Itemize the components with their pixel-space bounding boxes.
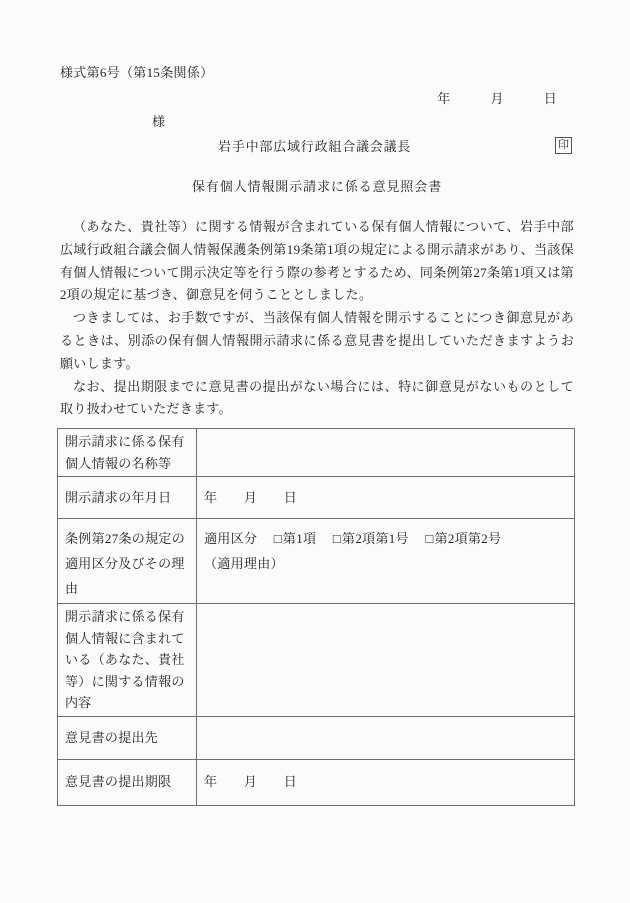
paragraph: （あなた、貴社等）に関する情報が含まれている保有個人情報について、岩手中部広域行政組合議会個人情報保護条例第19条第1項の規定による開示請求があり、当該保有個人情報について開示決定等を行う際の参考とするため、同条例第27条第1項又は第2項の規定に基づき、御意見を伺うこととしました。 [60, 219, 574, 303]
row-value-information-content [197, 604, 575, 717]
row-label-information-name: 開示請求に係る保有個人情報の名称等 [58, 429, 197, 477]
row-value-request-date: 年 月 日 [197, 477, 575, 519]
table-row [58, 519, 575, 604]
table-row [58, 759, 575, 805]
reason-label: （適用理由） [204, 556, 284, 572]
row-label-request-date: 開示請求の年月日 [58, 477, 197, 519]
option-paragraph2-item2 [425, 531, 501, 546]
row-label-submission-destination: 意見書の提出先 [58, 716, 197, 759]
body-paragraphs [60, 216, 574, 421]
checkbox-unchecked-icon: □ [332, 531, 342, 547]
category-label: 適用区分 [204, 531, 258, 547]
option-paragraph2-item1 [333, 531, 409, 546]
checkbox-unchecked-icon: □ [425, 531, 434, 547]
row-value-information-name [197, 429, 575, 477]
row-value-submission-deadline: 年 月 日 [197, 759, 575, 805]
row-label-submission-deadline: 意見書の提出期限 [58, 759, 197, 805]
row-label-article27-category: 条例第27条の規定の適用区分及びその理由 [58, 519, 197, 604]
addressee-line [60, 113, 574, 130]
seal-stamp-icon: 印 [555, 137, 572, 154]
option-label: 第2項第2号 [434, 531, 502, 547]
form-number: 様式第6号（第15条関係） [60, 65, 214, 80]
sender-line [60, 136, 574, 154]
applicable-category-line [204, 526, 570, 551]
date-line: 年 月 日 [437, 91, 557, 106]
row-label-information-content: 開示請求に係る保有個人情報に含まれている（あなた、貴社等）に関する情報の内容 [58, 604, 197, 717]
row-value-article27-category [197, 519, 575, 604]
option-label: 第1項 [282, 531, 317, 547]
option-paragraph1 [274, 531, 317, 546]
addressee-honorific: 様 [152, 114, 166, 129]
table-row [58, 477, 575, 519]
table-row [58, 716, 575, 759]
row-value-submission-destination [197, 716, 575, 759]
option-label: 第2項第1号 [342, 531, 409, 547]
document-title: 保有個人情報開示請求に係る意見照会書 [191, 179, 443, 194]
checkbox-unchecked-icon: □ [273, 531, 282, 547]
request-info-table [57, 428, 575, 806]
table-row [58, 604, 575, 717]
sender-name: 岩手中部広域行政組合議会議長 [218, 138, 412, 154]
table-row [58, 429, 575, 477]
paragraph: なお、提出期限までに意見書の提出がない場合には、特に御意見がないものとして取り扱わせていただきます。 [60, 378, 574, 417]
paragraph: つきましては、お手数ですが、当該保有個人情報を開示することにつき御意見があるときは、別添の保有個人情報開示請求に係る意見書を提出していただきますようお願いします。 [60, 310, 574, 371]
